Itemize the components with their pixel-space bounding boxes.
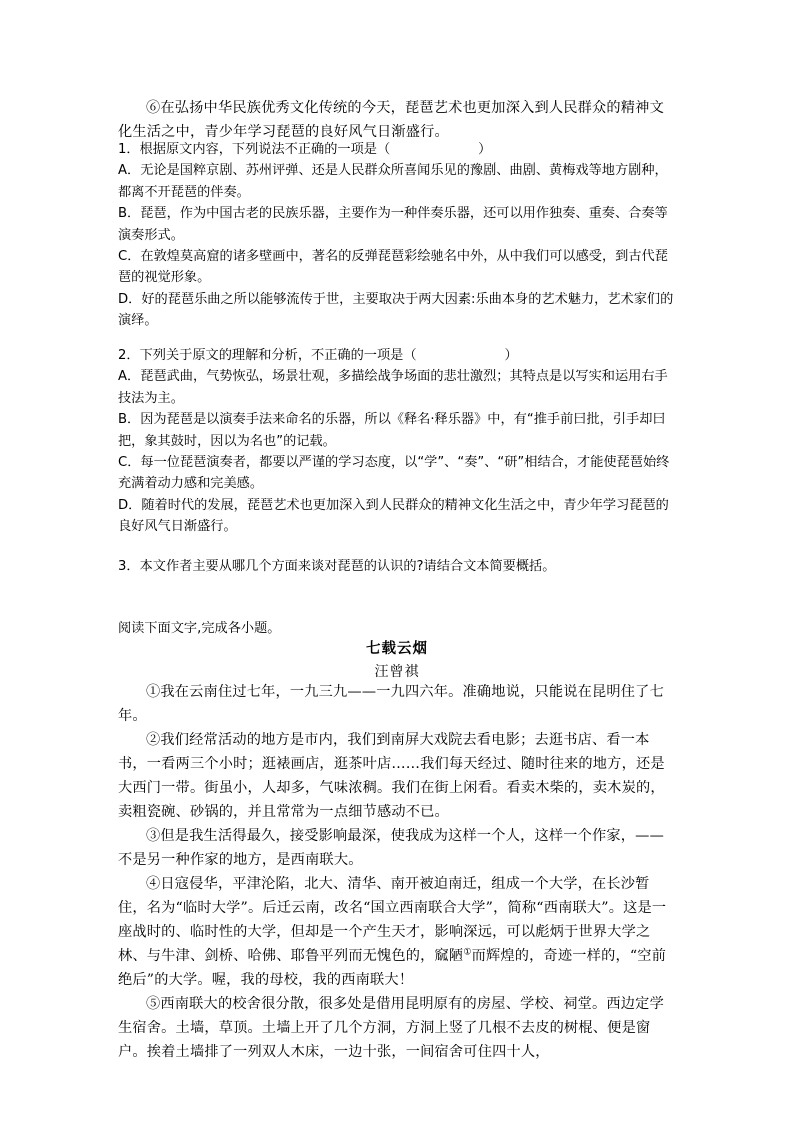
question-2-option-c: C．每一位琵琶演奏者，都要以严谨的学习态度，以“学”、“奏”、“研”相结合，才能使琵琶始终充满着动力感和完美感。 — [118, 455, 670, 492]
question-1-option-a: A．无论是国粹京剧、苏州评弹、还是人民群众所喜闻乐见的豫剧、曲剧、黄梅戏等地方剧种，都离不开琵琶的伴奏。 — [118, 163, 668, 200]
question-2-option-b: B．因为琵琶是以演奏手法来命名的乐器，所以《释名·释乐器》中，有“推手前曰批，引手却曰把，象其鼓时，因以为名也”的记载。 — [118, 412, 666, 449]
article-body — [118, 680, 678, 1064]
question-1-stem: 1．根据原文内容，下列说法不正确的一项是（ ） — [118, 142, 492, 157]
question-1-option-d: D．好的琵琶乐曲之所以能够流传于世，主要取决于两大因素:乐曲本身的艺术魅力，艺术家们的演绎。 — [118, 291, 674, 329]
article-paragraph-5: ⑤西南联大的校舍很分散，很多处是借用昆明原有的房屋、学校、祠堂。西边定学生宿舍。土墙，草顶。土墙上开了几个方洞，方洞上竖了几根不去皮的树棍、便是窗户。挨着土墙排了一列双人木床，一边十张，一间宿舍可住四十人， — [118, 996, 664, 1060]
question-2-stem: 2．下列关于原文的理解和分析，不正确的一项是（ ） — [118, 348, 518, 363]
reading-instruction: 阅读下面文字,完成各小题。 — [118, 621, 281, 636]
article-paragraph-1: ①我在云南住过七年，一九三九——一九四六年。准确地说，只能说在昆明住了七年。 — [118, 684, 664, 724]
article-author: 汪曾祺 — [374, 664, 420, 680]
question-2 — [118, 345, 678, 538]
question-2-option-a: A．琵琶武曲，气势恢弘，场景壮观，多描绘战争场面的悲壮激烈；其特点是以写实和运用右手技法为主。 — [118, 369, 668, 406]
article-paragraph-4: ④日寇侵华，平津沦陷，北大、清华、南开被迫南迁，组成一个大学，在长沙暂住，名为“临时大学”。后迁云南，改名“国立西南联合大学”，简称“西南联大”。这是一座战时的、临时性的大学，但却是一个产生天才，影响深远，可以彪炳于世界大学之林、与牛津、剑桥、哈佛、耶鲁平列而无愧色的，窳陋①而辉煌的，奇迹一样的，“空前绝后”的大学。喔，我的母校，我的西南联大！ — [118, 876, 667, 988]
question-3-stem: 3．本文作者主要从哪几个方面来谈对琵琶的认识的?请结合文本简要概括。 — [118, 559, 556, 574]
question-1-option-c: C．在敦煌莫高窟的诸多壁画中，著名的反弹琵琶彩绘驰名中外，从中我们可以感受，到古代琵琶的视觉形象。 — [118, 249, 668, 286]
question-1 — [118, 139, 678, 332]
article-paragraph-3: ③但是我生活得最久，接受影响最深，使我成为这样一个人，这样一个作家，——不是另一种作家的地方，是西南联大。 — [118, 828, 664, 868]
article-paragraph-2: ②我们经常活动的地方是市内，我们到南屏大戏院去看电影；去逛书店、看一本书，一看两三个小时；逛裱画店，逛茶叶店……我们每天经过、随时往来的地方，还是大西门一带。街虽小，人却多，气味浓稠。我们在街上闲看。看卖木柴的，卖木炭的，卖粗瓷碗、砂锅的，并且常常为一点细节感动不已。 — [118, 732, 665, 820]
question-1-option-b: B．琵琶，作为中国古老的民族乐器，主要作为一种伴奏乐器，还可以用作独奏、重奏、合奏等演奏形式。 — [118, 206, 668, 243]
footnote-marker: ① — [463, 947, 472, 958]
passage-paragraph-6: ⑥在弘扬中华民族优秀文化传统的今天，琵琶艺术也更加深入到人民群众的精神文化生活之中，青少年学习琵琶的良好风气日渐盛行。 — [118, 100, 664, 140]
question-2-option-d: D．随着时代的发展，琵琶艺术也更加深入到人民群众的精神文化生活之中，青少年学习琵琶的良好风气日渐盛行。 — [118, 497, 669, 535]
article-title: 七载云烟 — [366, 640, 428, 657]
question-3 — [118, 556, 678, 577]
